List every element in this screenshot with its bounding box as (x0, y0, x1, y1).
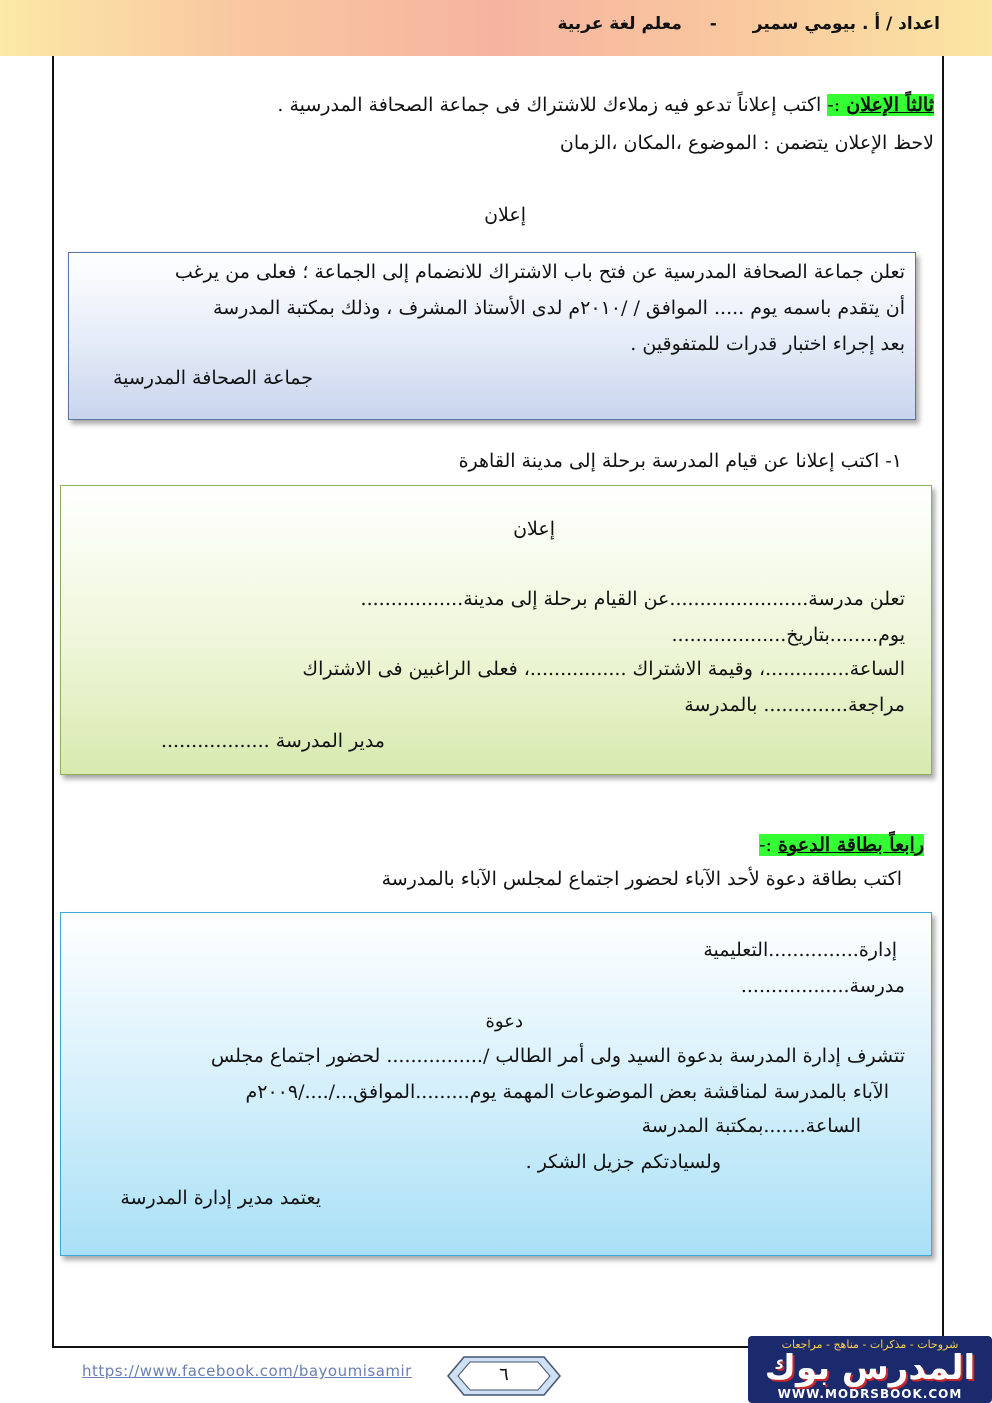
card-line-2: الآباء بالمدرسة لمناقشة بعض الموضوعات المهمة يوم.........الموافق.../..../٢٠٠٩م (245, 1081, 889, 1103)
card-school: مدرسة.................. (740, 975, 905, 997)
exercise1-signature: مدير المدرسة .................. (160, 730, 385, 752)
invitation-card-box (60, 912, 932, 1256)
card-admin: إدارة...............التعليمية (703, 939, 897, 961)
section4-title: رابعاً بطاقة الدعوة (777, 834, 924, 856)
logo-name: المدرس بوك (764, 1348, 976, 1388)
header-text (550, 14, 940, 34)
section4-title-suffix: :- (759, 834, 778, 856)
header-prepared-by: اعداد / أ . بيومي سمير (752, 14, 940, 34)
exercise1-line-1: تعلن مدرسة.......................عن القيام برحلة إلى مدينة................. (360, 588, 905, 610)
logo-url: WWW.MODRSBOOK.COM (777, 1387, 963, 1401)
section4-instruction: اكتب بطاقة دعوة لأحد الآباء لحضور اجتماع لمجلس الآباء بالمدرسة (381, 868, 902, 890)
example-line-1: تعلن جماعة الصحافة المدرسية عن فتح باب الاشتراك للانضمام إلى الجماعة ؛ فعلى من يرغب (174, 261, 905, 283)
header-dash: - (709, 14, 717, 34)
card-signature: يعتمد مدير إدارة المدرسة (120, 1187, 321, 1209)
facebook-link[interactable]: https://www.facebook.com/bayoumisamir (82, 1362, 412, 1380)
example-signature: جماعة الصحافة المدرسية (112, 367, 313, 389)
section3-title: ثالثاً الإعلان (846, 94, 934, 116)
section3-title-suffix: :- (827, 94, 847, 116)
header-role: معلم لغة عربية (557, 14, 682, 34)
site-logo[interactable] (748, 1336, 992, 1403)
card-heading: دعوة (485, 1011, 523, 1032)
exercise1-line-3: الساعة..............، وقيمة الاشتراك ................، فعلى الراغبين فى الاشتراك (302, 658, 905, 680)
section4-heading-line (759, 834, 924, 856)
card-line-3: الساعة.......بمكتبة المدرسة (641, 1115, 861, 1137)
example-line-3: بعد إجراء اختبار قدرات للمتفوقين . (630, 333, 905, 355)
section3-heading-line (277, 94, 934, 116)
page-number-badge (446, 1354, 562, 1398)
page-header (0, 0, 992, 56)
exercise1-line-4: مراجعة.............. بالمدرسة (684, 694, 905, 716)
exercise1-heading: إعلان (513, 518, 555, 540)
logo-tagline: شروحات - مذكرات - مناهج - مراجعات (781, 1338, 959, 1351)
exercise1-line-2: يوم........بتاريخ................... (671, 624, 905, 646)
example-line-2: أن يتقدم باسمه يوم ..... الموافق / /٢٠١٠م لدى الأستاذ المشرف ، وذلك بمكتبة المدرسة (213, 297, 905, 319)
section3-note: لاحظ الإعلان يتضمن : الموضوع ،المكان ،الزمان (559, 132, 934, 154)
page-number: ٦ (499, 1364, 509, 1385)
section3-instruction: اكتب إعلاناً تدعو فيه زملاءك للاشتراك فى جماعة الصحافة المدرسية . (277, 94, 828, 116)
example-announcement-box (68, 252, 916, 420)
exercise1-instruction: ١- اكتب إعلانا عن قيام المدرسة برحلة إلى مدينة القاهرة (458, 450, 902, 472)
card-line-4: ولسيادتكم جزيل الشكر . (525, 1151, 721, 1173)
example-heading: إعلان (484, 204, 526, 226)
exercise1-box (60, 485, 932, 775)
card-line-1: تتشرف إدارة المدرسة بدعوة السيد ولى أمر الطالب /................ لحضور اجتماع مجلس (210, 1045, 905, 1067)
